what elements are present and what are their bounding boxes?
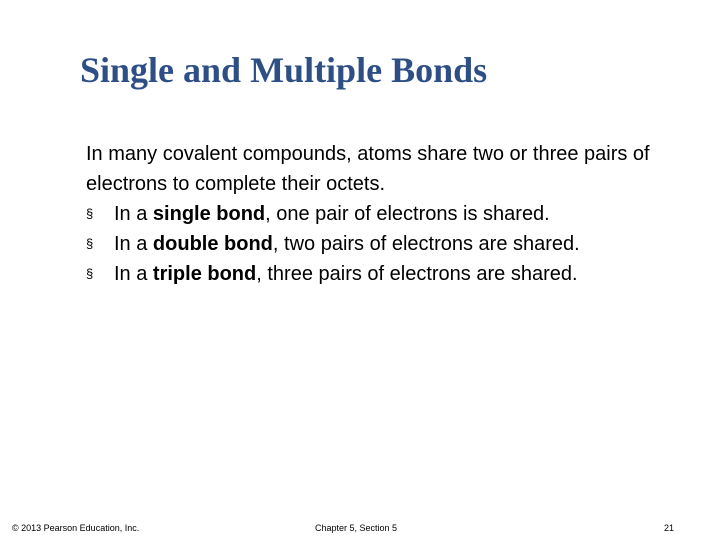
bullet-prefix: In a bbox=[114, 203, 153, 225]
bullet-marker-icon: § bbox=[86, 206, 94, 221]
footer-copyright: © 2013 Pearson Education, Inc. bbox=[12, 523, 140, 533]
bullet-list bbox=[86, 199, 666, 289]
footer-chapter: Chapter 5, Section 5 bbox=[315, 523, 398, 533]
bullet-triple-bond bbox=[86, 259, 666, 289]
bullet-term: single bond bbox=[152, 203, 266, 225]
bullet-suffix: , one pair of electrons is shared. bbox=[265, 203, 550, 225]
slide-title: Single and Multiple Bonds bbox=[80, 50, 488, 90]
bullet-prefix: In a bbox=[114, 233, 153, 255]
bullet-marker-icon: § bbox=[86, 266, 94, 281]
slide-body bbox=[86, 139, 666, 289]
bullet-term: triple bond bbox=[152, 263, 257, 285]
bullet-suffix: , two pairs of electrons are shared. bbox=[272, 233, 580, 255]
bullet-term: double bond bbox=[152, 233, 273, 255]
bullet-prefix: In a bbox=[114, 263, 153, 285]
bullet-double-bond bbox=[86, 229, 666, 259]
bullet-suffix: , three pairs of electrons are shared. bbox=[256, 263, 578, 285]
bullet-marker-icon: § bbox=[86, 236, 94, 251]
intro-text: In many covalent compounds, atoms share two or three pairs of electrons to complete their octets. bbox=[86, 143, 650, 195]
footer-page-number: 21 bbox=[664, 523, 675, 533]
bullet-single-bond bbox=[86, 199, 666, 229]
